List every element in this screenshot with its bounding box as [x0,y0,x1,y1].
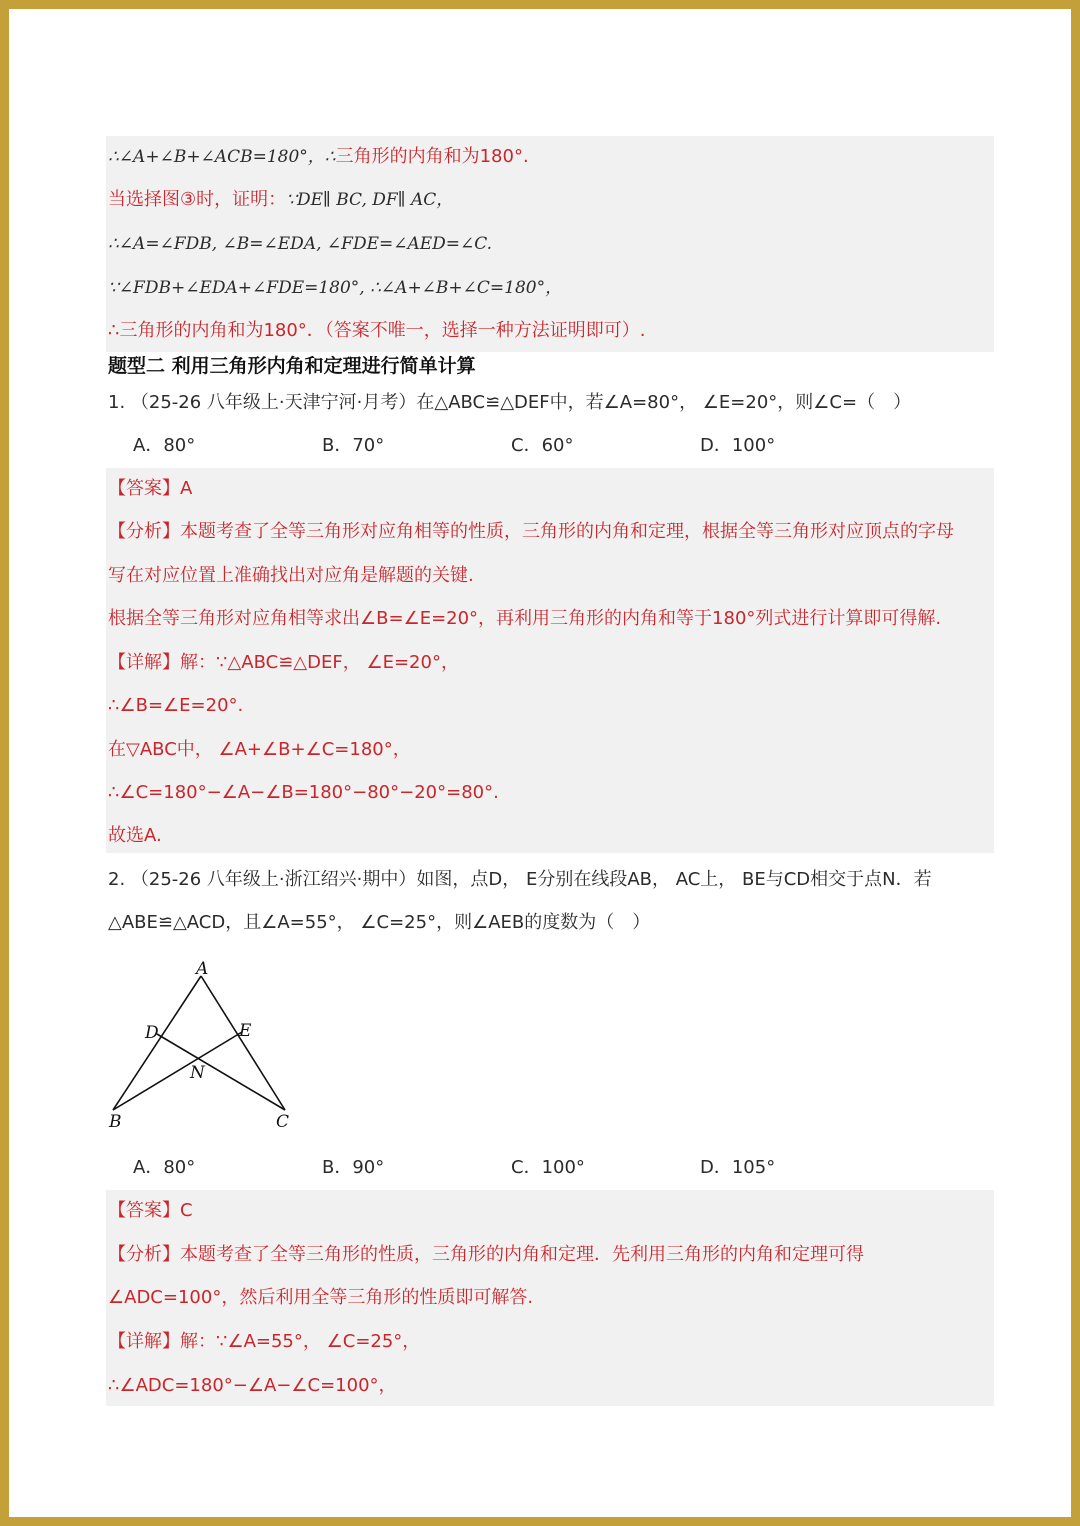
q1-detail-1: 【详解】解：∵△ABC≌△DEF， ∠E=20°， [108,652,459,673]
q1-option-a[interactable]: A．80° [133,435,196,456]
q1-option-d[interactable]: D．100° [700,435,776,456]
q1-detail-5: 故选A. [108,825,162,846]
proof-line-2: 当选择图③时，证明：∵DE∥ BC, DF∥ AC， [108,189,454,210]
q1-analysis-1: 【分析】本题考查了全等三角形对应角相等的性质，三角形的内角和定理，根据全等三角形对应顶点的字母 [108,521,954,542]
proof-line-5: ∴三角形的内角和为180°．（答案不唯一，选择一种方法证明即可）. [108,320,646,341]
triangle-figure [101,954,311,1134]
q2-analysis-2: ∠ADC=100°，然后利用全等三角形的性质即可解答. [108,1287,534,1308]
q1-option-b[interactable]: B．70° [322,435,385,456]
q1-detail-4: ∴∠C=180°−∠A−∠B=180°−80°−20°=80°. [108,782,499,803]
q2-stem-1: 2. （25-26 八年级上·浙江绍兴·期中）如图，点D， E分别在线段AB， AC上， BE与CD相交于点N．若 [108,869,932,890]
label-a: A [196,959,209,979]
q1-analysis-2: 写在对应位置上准确找出对应角是解题的关键. [108,565,474,586]
q1-stem: 1. （25-26 八年级上·天津宁河·月考）在△ABC≌△DEF中，若∠A=80°， ∠E=20°，则∠C=（ ） [108,392,912,413]
label-n: N [190,1063,205,1083]
proof-line-4: ∵∠FDB+∠EDA+∠FDE=180°, ∴∠A+∠B+∠C=180°， [108,278,563,298]
q2-option-d[interactable]: D．105° [700,1157,776,1178]
q2-option-c[interactable]: C．100° [511,1157,585,1178]
label-c: C [276,1112,290,1132]
proof-line-3: ∴∠A=∠FDB, ∠B=∠EDA, ∠FDE=∠AED=∠C. [108,234,493,254]
q1-option-c[interactable]: C．60° [511,435,574,456]
segment-ab [113,976,201,1110]
segment-be [113,1032,242,1110]
section-title: 题型二 利用三角形内角和定理进行简单计算 [108,355,476,377]
q2-option-a[interactable]: A．80° [133,1157,196,1178]
q2-analysis-1: 【分析】本题考查了全等三角形的性质，三角形的内角和定理．先利用三角形的内角和定理可得 [108,1244,864,1265]
proof-line-1: ∴∠A+∠B+∠ACB=180°，∴三角形的内角和为180°. [108,146,529,167]
label-d: D [145,1023,159,1043]
label-b: B [109,1112,122,1132]
q2-option-b[interactable]: B．90° [322,1157,385,1178]
segment-ac [201,976,285,1110]
q1-detail-3: 在▽ABC中， ∠A+∠B+∠C=180°， [108,739,411,760]
q2-answer: 【答案】C [108,1200,193,1221]
q2-detail-2: ∴∠ADC=180°−∠A−∠C=100°， [108,1375,397,1396]
q2-detail-1: 【详解】解：∵∠A=55°， ∠C=25°， [108,1331,421,1352]
label-e: E [239,1021,252,1041]
q1-answer: 【答案】A [108,478,193,499]
q1-detail-2: ∴∠B=∠E=20°. [108,695,244,716]
q1-analysis-3: 根据全等三角形对应角相等求出∠B=∠E=20°，再利用三角形的内角和等于180°列式进行计算即可得解. [108,608,942,629]
q2-stem-2: △ABE≌△ACD，且∠A=55°， ∠C=25°，则∠AEB的度数为（ ） [108,912,651,933]
